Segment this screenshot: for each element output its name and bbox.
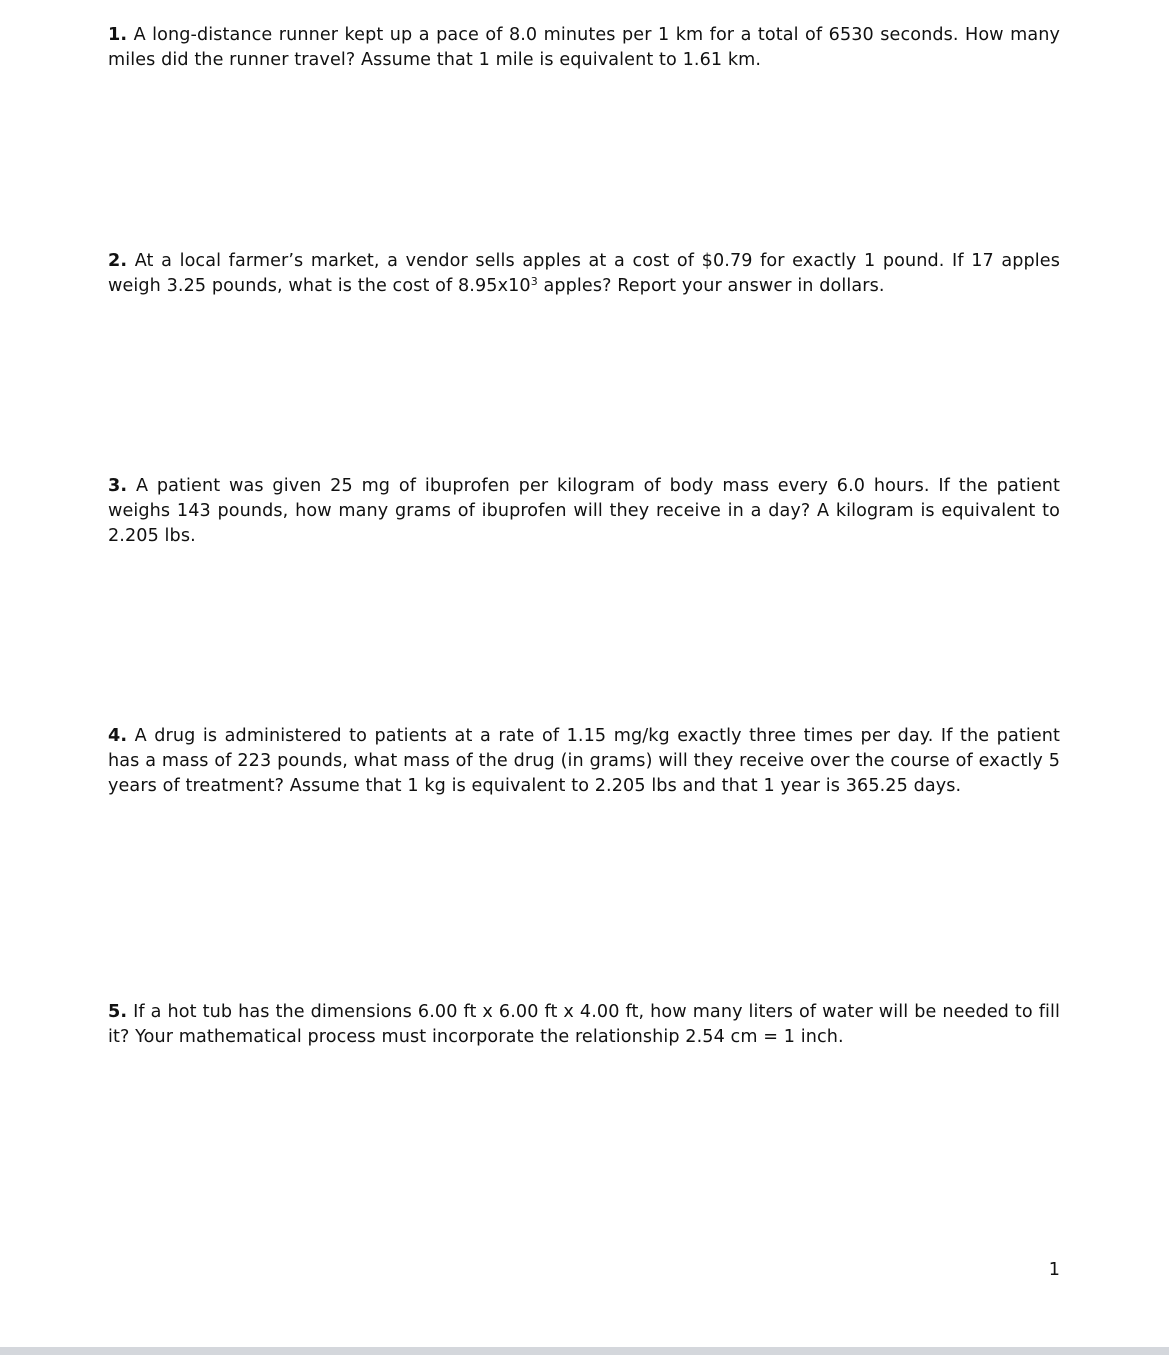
question-1 [108, 23, 1060, 73]
question-2 [108, 249, 1060, 299]
question-text: If a hot tub has the dimensions 6.00 ft x 6.00 ft x 4.00 ft, how many liters of water will be needed to fill it? Your mathematical process must incorporate the relationship 2.54 cm = 1 inch. [108, 1002, 1060, 1047]
question-text-continued: apples? Report your answer in dollars. [537, 276, 885, 296]
question-text: At a local farmer’s market, a vendor sells apples at a cost of $0.79 for exactly 1 pound. If 17 apples weigh 3.25 pounds, what is the cost of 8.95x10 [108, 251, 1060, 296]
question-3 [108, 474, 1060, 549]
question-5 [108, 1000, 1060, 1050]
question-4 [108, 724, 1060, 799]
question-text: A patient was given 25 mg of ibuprofen per kilogram of body mass every 6.0 hours. If the patient weighs 143 pounds, how many grams of ibuprofen will they receive in a day? A kilogram is equivalent to 2.205 lbs. [108, 476, 1060, 546]
question-number: 2. [108, 251, 128, 271]
bottom-scroll-bar [0, 1347, 1169, 1355]
question-number: 3. [108, 476, 128, 496]
question-number: 5. [108, 1002, 128, 1022]
question-number: 4. [108, 726, 128, 746]
exponent: 3 [530, 275, 538, 288]
question-number: 1. [108, 25, 128, 45]
page-number: 1 [1048, 1260, 1060, 1280]
question-text: A long-distance runner kept up a pace of 8.0 minutes per 1 km for a total of 6530 seconds. How many miles did the runner travel? Assume that 1 mile is equivalent to 1.61 km. [108, 25, 1060, 70]
question-text: A drug is administered to patients at a rate of 1.15 mg/kg exactly three times per day. If the patient has a mass of 223 pounds, what mass of the drug (in grams) will they receive over the course of exactly 5 years of treatment? Assume that 1 kg is equivalent to 2.205 lbs and that 1 year is 365.25 days. [108, 726, 1060, 796]
